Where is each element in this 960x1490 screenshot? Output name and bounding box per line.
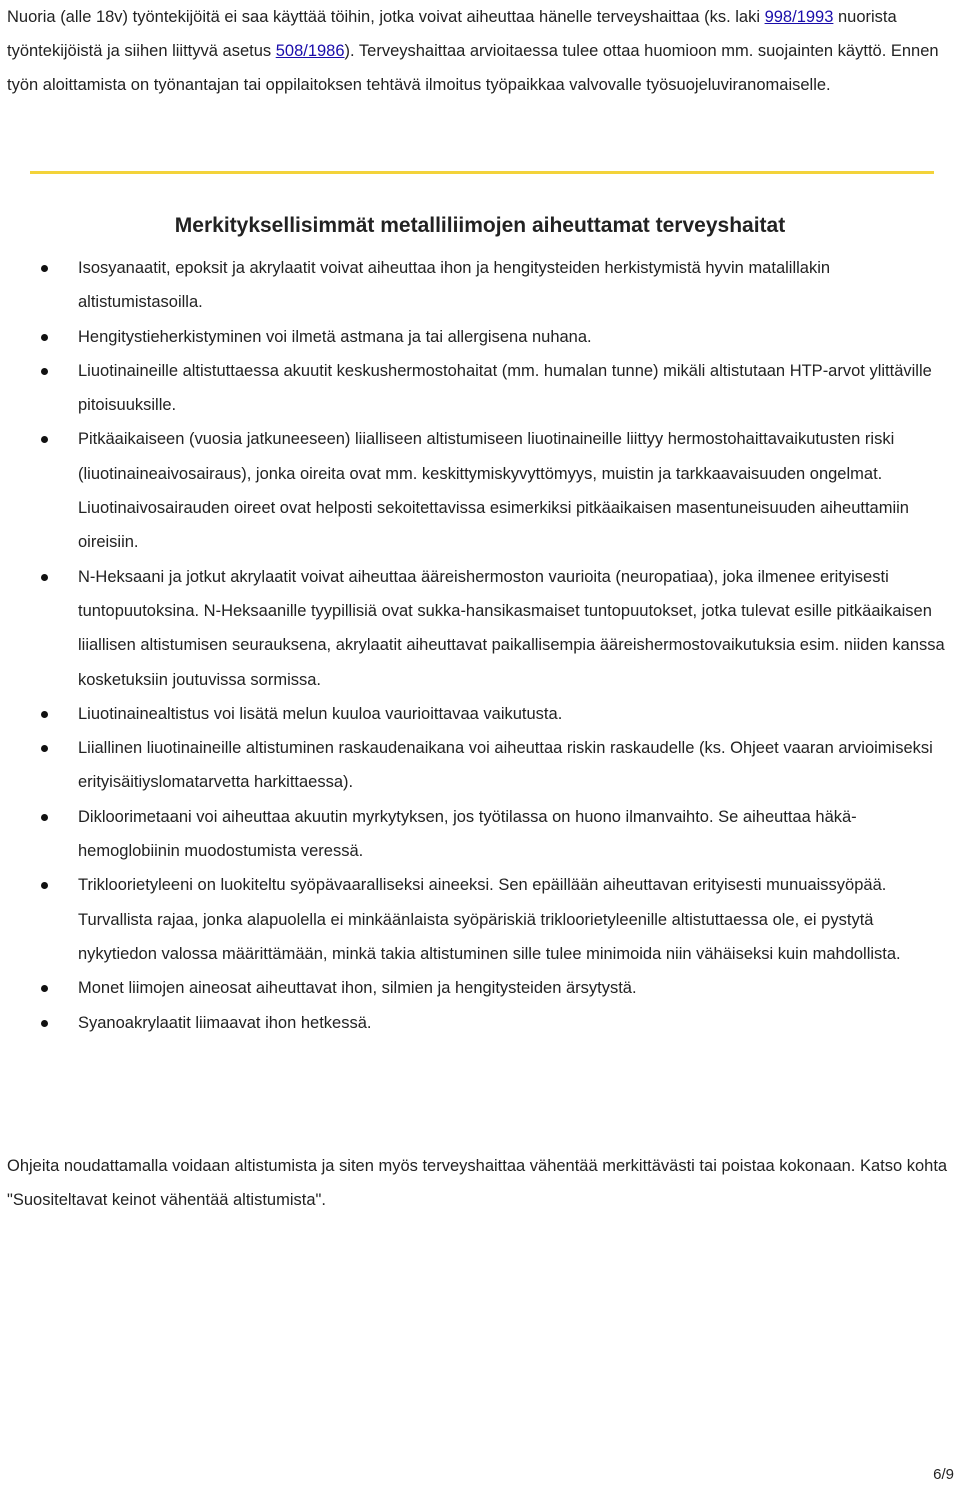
bullet-icon [41, 368, 48, 375]
list-item [0, 868, 955, 971]
list-item-text: Hengitystieherkistyminen voi ilmetä astmana ja tai allergisena nuhana. [78, 327, 592, 346]
bullet-icon [41, 265, 48, 272]
intro-paragraph [7, 0, 953, 102]
list-item [0, 320, 955, 354]
law-link-998-1993[interactable]: 998/1993 [764, 8, 834, 26]
list-item-text: Isosyanaatit, epoksit ja akrylaatit voivat aiheuttaa ihon ja hengitysteiden herkistymistä hyvin matalillakin altistumistasoilla. [78, 259, 831, 312]
list-item [0, 971, 955, 1005]
decree-link-508-1986[interactable]: 508/1986 [275, 42, 345, 60]
list-item [0, 800, 955, 869]
list-item [0, 422, 955, 559]
section-heading: Merkityksellisimmät metalliliimojen aiheuttamat terveyshaitat [174, 214, 786, 237]
bullet-icon [41, 745, 48, 752]
bullet-icon [41, 882, 48, 889]
list-item-text: Syanoakrylaatit liimaavat ihon hetkessä. [78, 1013, 372, 1032]
section-divider [30, 171, 934, 174]
list-item-text: Liuotinainealtistus voi lisätä melun kuuloa vaurioittavaa vaikutusta. [78, 704, 563, 723]
list-item [0, 251, 955, 320]
page-number: 6/9 [933, 1466, 954, 1483]
closing-paragraph: Ohjeita noudattamalla voidaan altistumista ja siten myös terveyshaittaa vähentää merkittävästi tai poistaa kokonaan. Katso kohta "Suositeltavat keinot vähentää altistumista". [7, 1157, 948, 1209]
intro-text-2: nuorista työntekijöistä ja siihen liittyvä asetus [7, 8, 897, 60]
bullet-icon [41, 711, 48, 718]
bullet-icon [41, 985, 48, 992]
list-item [0, 731, 955, 800]
intro-text-1: Nuoria (alle 18v) työntekijöitä ei saa käyttää töihin, jotka voivat aiheuttaa hänelle terveyshaittaa (ks. laki [7, 8, 765, 26]
list-item [0, 560, 955, 697]
health-hazards-list [0, 251, 955, 1040]
list-item [0, 1006, 955, 1040]
list-item [0, 697, 955, 731]
bullet-icon [41, 574, 48, 581]
bullet-icon [41, 1020, 48, 1027]
bullet-icon [41, 436, 48, 443]
list-item-text: Monet liimojen aineosat aiheuttavat ihon, silmien ja hengitysteiden ärsytystä. [78, 979, 637, 998]
list-item-text: Liuotinaineille altistuttaessa akuutit keskushermostohaitat (mm. humalan tunne) mikäli altistutaan HTP-arvot ylittäville pitoisuuksille. [78, 361, 932, 415]
bullet-icon [41, 334, 48, 341]
list-item-text: Trikloorietyleeni on luokiteltu syöpävaaralliseksi aineeksi. Sen epäillään aiheuttavan erityisesti munuaissyöpää. Turvallista rajaa, jonka alapuolella ei minkäänlaista syöpäriskiä trikloorietyleenille altistuttaessa ole, ei pystytä nykytiedon valossa määrittämään, minkä takia altistuminen sille tulee minimoida niin vähäiseksi kuin mahdollista. [78, 876, 901, 963]
list-item-text: Pitkäaikaiseen (vuosia jatkuneeseen) liialliseen altistumiseen liuotinaineille liittyy hermostohaittavaikutusten riski (liuotinaineaivosairaus), jonka oireita ovat mm. keskittymiskyvyttömyys, muistin ja tarkkaavaisuuden ongelmat. Liuotinaivosairauden oireet ovat helposti sekoitettavissa esimerkiksi pitkäaikaisen masentuneisuuden aiheuttamiin oireisiin. [78, 430, 909, 552]
list-item-text: Dikloorimetaani voi aiheuttaa akuutin myrkytyksen, jos työtilassa on huono ilmanvaihto. Se aiheuttaa häkä-hemoglobiinin muodostumista veressä. [78, 807, 857, 861]
list-item-text: Liiallinen liuotinaineille altistuminen raskaudenaikana voi aiheuttaa riskin raskaudelle (ks. Ohjeet vaaran arvioimiseksi erityisäitiyslomatarvetta harkittaessa). [78, 739, 933, 792]
bullet-icon [41, 814, 48, 821]
list-item [0, 354, 955, 423]
list-item-text: N-Heksaani ja jotkut akrylaatit voivat aiheuttaa ääreishermoston vaurioita (neuropatiaa), joka ilmenee erityisesti tuntopuutoksina. N-Heksaanille tyypillisiä ovat sukka-hansikasmaiset tuntopuutokset, jotka tulevat esille pitkäaikaisen liiallisen altistumisen seurauksena, akrylaatit aiheuttavat paikallisempia ääreishermostovaikutuksia esim. niiden kanssa kosketuksiin joutuvissa sormissa. [78, 567, 945, 689]
intro-text-3: ). Terveyshaittaa arvioitaessa tulee ottaa huomioon mm. suojainten käyttö. Ennen työn aloittamista on työnantajan tai oppilaitoksen tehtävä ilmoitus työpaikkaa valvovalle työsuojeluviranomaiselle. [7, 42, 939, 94]
